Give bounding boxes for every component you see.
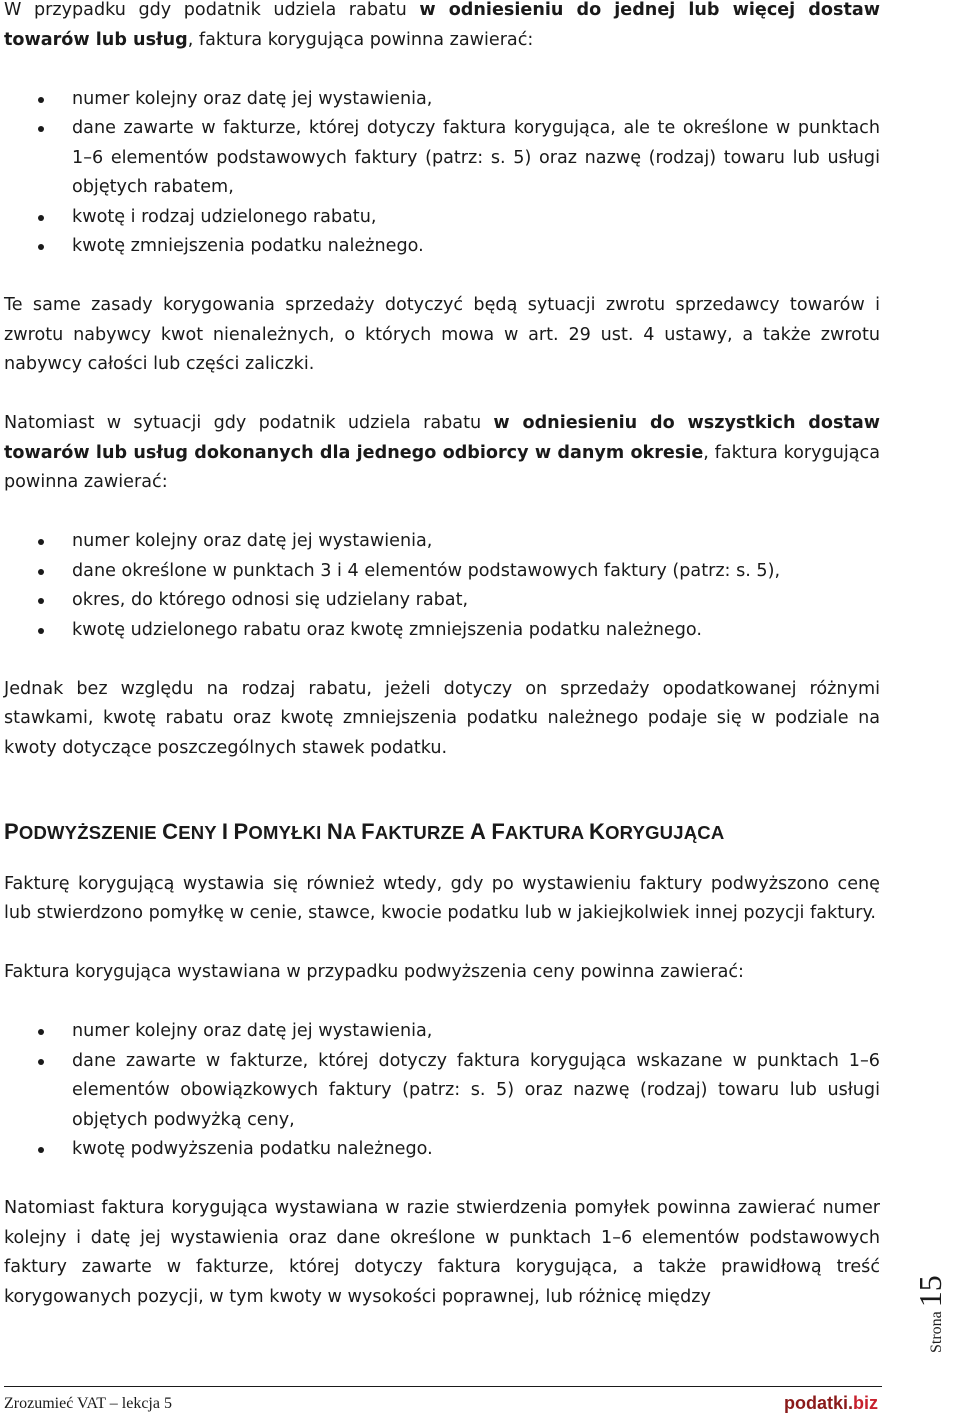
page-word: Strona xyxy=(928,1311,945,1353)
discount-single-list xyxy=(4,85,880,262)
list-item: dane zawarte w fakturze, której dotyczy faktura korygująca wskazane w punktach 1–6 elementów obowiązkowych faktury (patrz: s. 5) oraz nazwę (rodzaj) towaru lub usługi objętych podwyżką ceny, xyxy=(4,1047,880,1136)
list-item: kwotę udzielonego rabatu oraz kwotę zmniejszenia podatku należnego. xyxy=(4,616,880,646)
brand-logo[interactable] xyxy=(784,1393,878,1414)
discount-single-intro-b: , faktura korygująca powinna zawierać: xyxy=(187,29,534,50)
document-body xyxy=(4,0,880,1312)
tax-rates-paragraph: Jednak bez względu na rodzaj rabatu, jeżeli dotyczy on sprzedaży opodatkowanej różnymi stawkami, kwotę rabatu oraz kwotę zmniejszenia podatku należnego podaje się w podziale na kwoty dotyczące poszczególnych stawek podatku. xyxy=(4,678,880,758)
discount-single-intro xyxy=(4,0,880,55)
same-rules-paragraph: Te same zasady korygowania sprzedaży dotyczyć będą sytuacji zwrotu sprzedawcy towarów i zwrotu nabywcy kwot nienależnych, o których mowa w art. 29 ust. 4 ustawy, a także zwrotu nabywcy całości lub części zaliczki. xyxy=(4,295,880,374)
page-number: 15 xyxy=(912,1275,948,1308)
discount-single-intro-bold: w odniesieniu do jednej lub więcej dostaw towarów lub usług xyxy=(4,0,880,50)
list-item: okres, do którego odnosi się udzielany rabat, xyxy=(4,586,880,616)
list-item: kwotę zmniejszenia podatku należnego. xyxy=(4,232,880,262)
page-number-vertical xyxy=(900,1253,960,1353)
footer-lesson-title: Zrozumieć VAT – lekcja 5 xyxy=(4,1395,172,1412)
list-item: dane zawarte w fakturze, której dotyczy faktura korygująca, ale te określone w punktach 1–6 elementów podstawowych faktury (patrz: s. 5) oraz nazwę (rodzaj) towaru lub usługi objętych rabatem, xyxy=(4,114,880,203)
brand-tld: biz xyxy=(853,1393,878,1413)
price-increase-paragraph: Fakturę korygującą wystawia się również wtedy, gdy po wystawieniu faktury podwyższono cenę lub stwierdzono pomyłkę w cenie, stawce, kwocie podatku lub w jakiejkolwiek innej pozycji faktury. xyxy=(4,873,880,923)
list-item: numer kolejny oraz datę jej wystawienia, xyxy=(4,527,880,557)
discount-all-list xyxy=(4,527,880,645)
price-increase-intro: Faktura korygująca wystawiana w przypadku podwyższenia ceny powinna zawierać: xyxy=(4,962,744,982)
footer-divider xyxy=(4,1386,882,1387)
discount-all-intro-bold: w odniesieniu do wszystkich dostaw towarów lub usług dokonanych dla jednego odbiorcy w danym okresie xyxy=(4,413,880,463)
price-increase-list xyxy=(4,1017,880,1165)
list-item: dane określone w punktach 3 i 4 elementów podstawowych faktury (patrz: s. 5), xyxy=(4,557,880,587)
errors-paragraph: Natomiast faktura korygująca wystawiana w razie stwierdzenia pomyłek powinna zawierać numer kolejny i datę jej wystawienia oraz dane określone w punktach 1–6 elementów podstawowych faktury zawarte w fakturze, której dotyczy faktura korygująca, a także prawidłową treść korygowanych pozycji, w tym kwoty w wysokości poprawnej, lub różnicę między xyxy=(4,1198,880,1307)
list-item: kwotę podwyższenia podatku należnego. xyxy=(4,1135,880,1165)
section-heading: PODWYŻSZENIE CENY I POMYŁKI NA FAKTURZE A FAKTURA KORYGUJĄCA xyxy=(4,819,725,844)
discount-all-intro-b: , faktura korygująca powinna zawierać: xyxy=(4,442,880,492)
list-item: kwotę i rodzaj udzielonego rabatu, xyxy=(4,203,880,233)
discount-all-intro xyxy=(4,409,880,498)
list-item: numer kolejny oraz datę jej wystawienia, xyxy=(4,1017,880,1047)
brand-name: podatki. xyxy=(783,1393,853,1413)
list-item: numer kolejny oraz datę jej wystawienia, xyxy=(4,85,880,115)
discount-single-intro-a: W przypadku gdy podatnik udziela rabatu xyxy=(4,0,420,20)
discount-all-intro-a: Natomiast w sytuacji gdy podatnik udziela rabatu xyxy=(4,413,494,433)
